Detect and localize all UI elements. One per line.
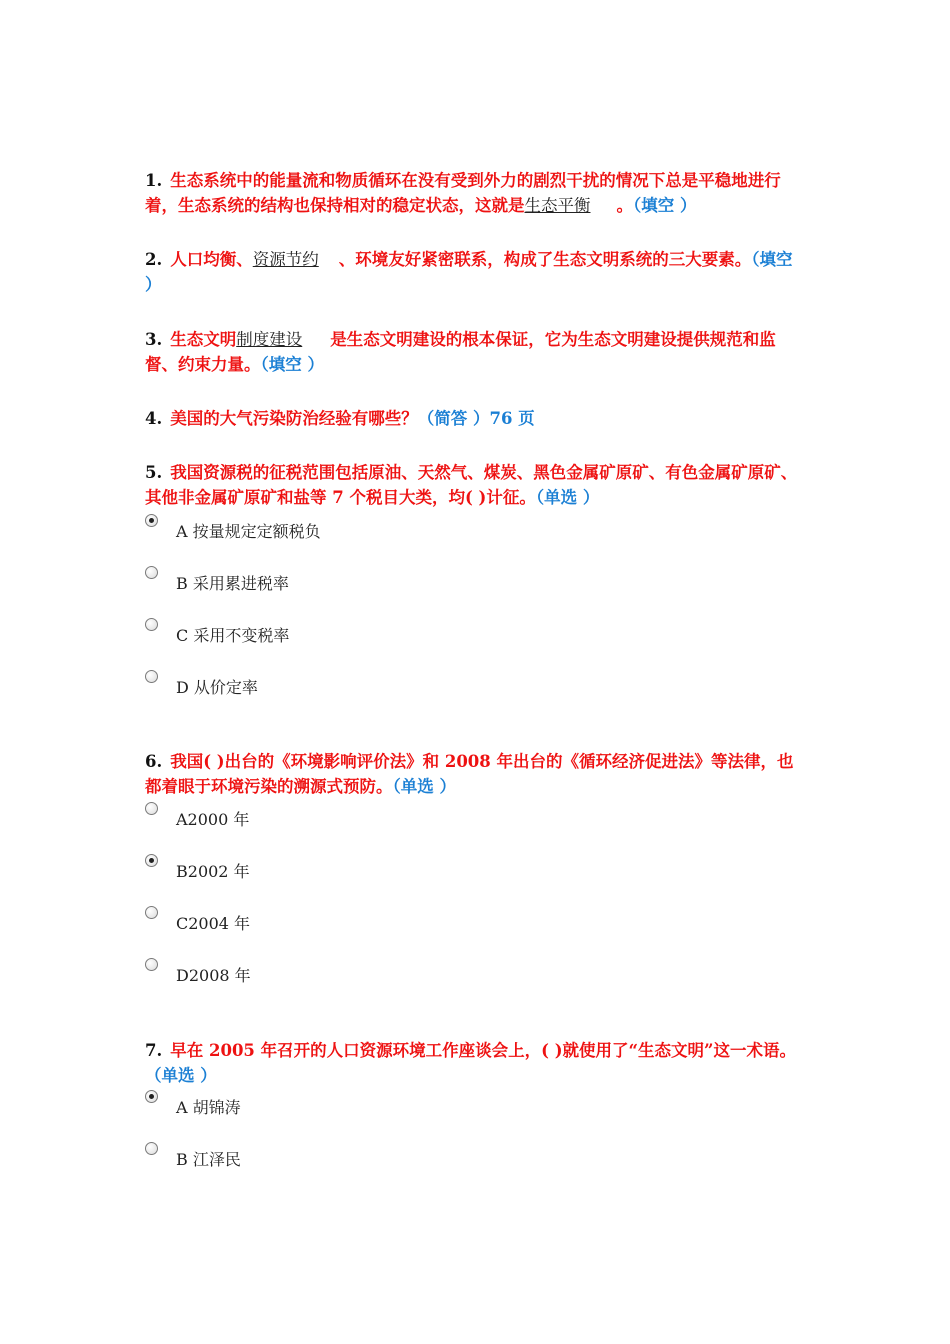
radio-button-selected[interactable]	[145, 514, 158, 527]
question-4	[145, 406, 805, 431]
question-2	[145, 247, 805, 297]
option-q5-d[interactable]	[145, 676, 258, 702]
radio-button[interactable]	[145, 958, 158, 971]
question-number: 2.	[145, 250, 163, 269]
option-label: B 江泽民	[176, 1150, 241, 1169]
option-q5-a[interactable]	[145, 520, 321, 546]
radio-button-selected[interactable]	[145, 854, 158, 867]
radio-button-selected[interactable]	[145, 1090, 158, 1103]
question-type-tag: （填空 ）	[260, 355, 324, 374]
question-text-end: 、环境友好紧密联系，构成了生态文明系统的三大要素。	[338, 250, 752, 269]
question-type-tag: （单选 ）	[392, 777, 456, 796]
option-q6-d[interactable]	[145, 964, 251, 990]
option-label: D 从价定率	[176, 678, 258, 697]
question-5	[145, 460, 805, 510]
fill-answer: 生态平衡	[524, 196, 591, 215]
option-label: C 采用不变税率	[176, 626, 290, 645]
question-6	[145, 749, 805, 799]
radio-button[interactable]	[145, 670, 158, 683]
question-text-end: 。	[616, 196, 633, 215]
question-text: 生态系统中的能量流和物质循环在没有受到外力的剧烈干扰的情况下总是平稳地进行着，生态系统的结构也保持相对的稳定状态，这就是	[145, 171, 781, 215]
question-text: 我国资源税的征税范围包括原油、天然气、煤炭、黑色金属矿原矿、有色金属矿原矿、其他非金属矿原矿和盐等 7 个税目大类，均( )计征。	[145, 463, 798, 507]
question-number: 3.	[145, 330, 163, 349]
radio-button[interactable]	[145, 1142, 158, 1155]
option-q6-a[interactable]	[145, 808, 249, 834]
fill-answer: 资源节约	[252, 250, 319, 269]
question-7	[145, 1038, 805, 1088]
radio-button[interactable]	[145, 802, 158, 815]
question-text: 人口均衡、	[170, 250, 253, 269]
question-1	[145, 168, 805, 218]
option-label: A2000 年	[176, 810, 250, 829]
question-type-tag: （填空 ）	[633, 196, 697, 215]
question-type-tag: （单选 ）	[535, 488, 600, 507]
question-3	[145, 327, 805, 377]
question-number: 4.	[145, 409, 163, 428]
question-type-tag: （填空 ）	[145, 250, 793, 294]
option-q5-b[interactable]	[145, 572, 289, 598]
option-label: B 采用累进税率	[176, 574, 289, 593]
question-number: 5.	[145, 463, 163, 482]
option-label: A 胡锦涛	[176, 1098, 241, 1117]
option-q6-b[interactable]	[145, 860, 250, 886]
radio-button[interactable]	[145, 618, 158, 631]
question-number: 1.	[145, 171, 163, 190]
question-text: 美国的大气污染防治经验有哪些？	[170, 409, 418, 428]
option-q5-c[interactable]	[145, 624, 289, 650]
option-label: C2004 年	[176, 914, 251, 933]
radio-button[interactable]	[145, 566, 158, 579]
question-text: 生态文明	[170, 330, 237, 349]
option-label: B2002 年	[176, 862, 250, 881]
question-text-end: 是生态文明建设的根本保证，它为生态文明建设提供规范和监督、约束力量。	[145, 330, 776, 374]
question-number: 6.	[145, 752, 163, 771]
question-type-tag: （单选 ）	[145, 1066, 217, 1085]
radio-button[interactable]	[145, 906, 158, 919]
option-label: A 按量规定定额税负	[176, 522, 321, 541]
option-q6-c[interactable]	[145, 912, 250, 938]
question-number: 7.	[145, 1041, 163, 1060]
question-type-tag: （简答 ）76 页	[417, 409, 535, 428]
option-q7-b[interactable]	[145, 1148, 241, 1174]
option-q7-a[interactable]	[145, 1096, 241, 1122]
question-text: 早在 2005 年召开的人口资源环境工作座谈会上，( )就使用了“生态文明”这一术语。	[170, 1041, 796, 1060]
fill-answer: 制度建设	[236, 330, 303, 349]
question-text: 我国( )出台的《环境影响评价法》和 2008 年出台的《循环经济促进法》等法律，也都着眼于环境污染的溯源式预防。	[145, 752, 794, 796]
option-label: D2008 年	[176, 966, 251, 985]
